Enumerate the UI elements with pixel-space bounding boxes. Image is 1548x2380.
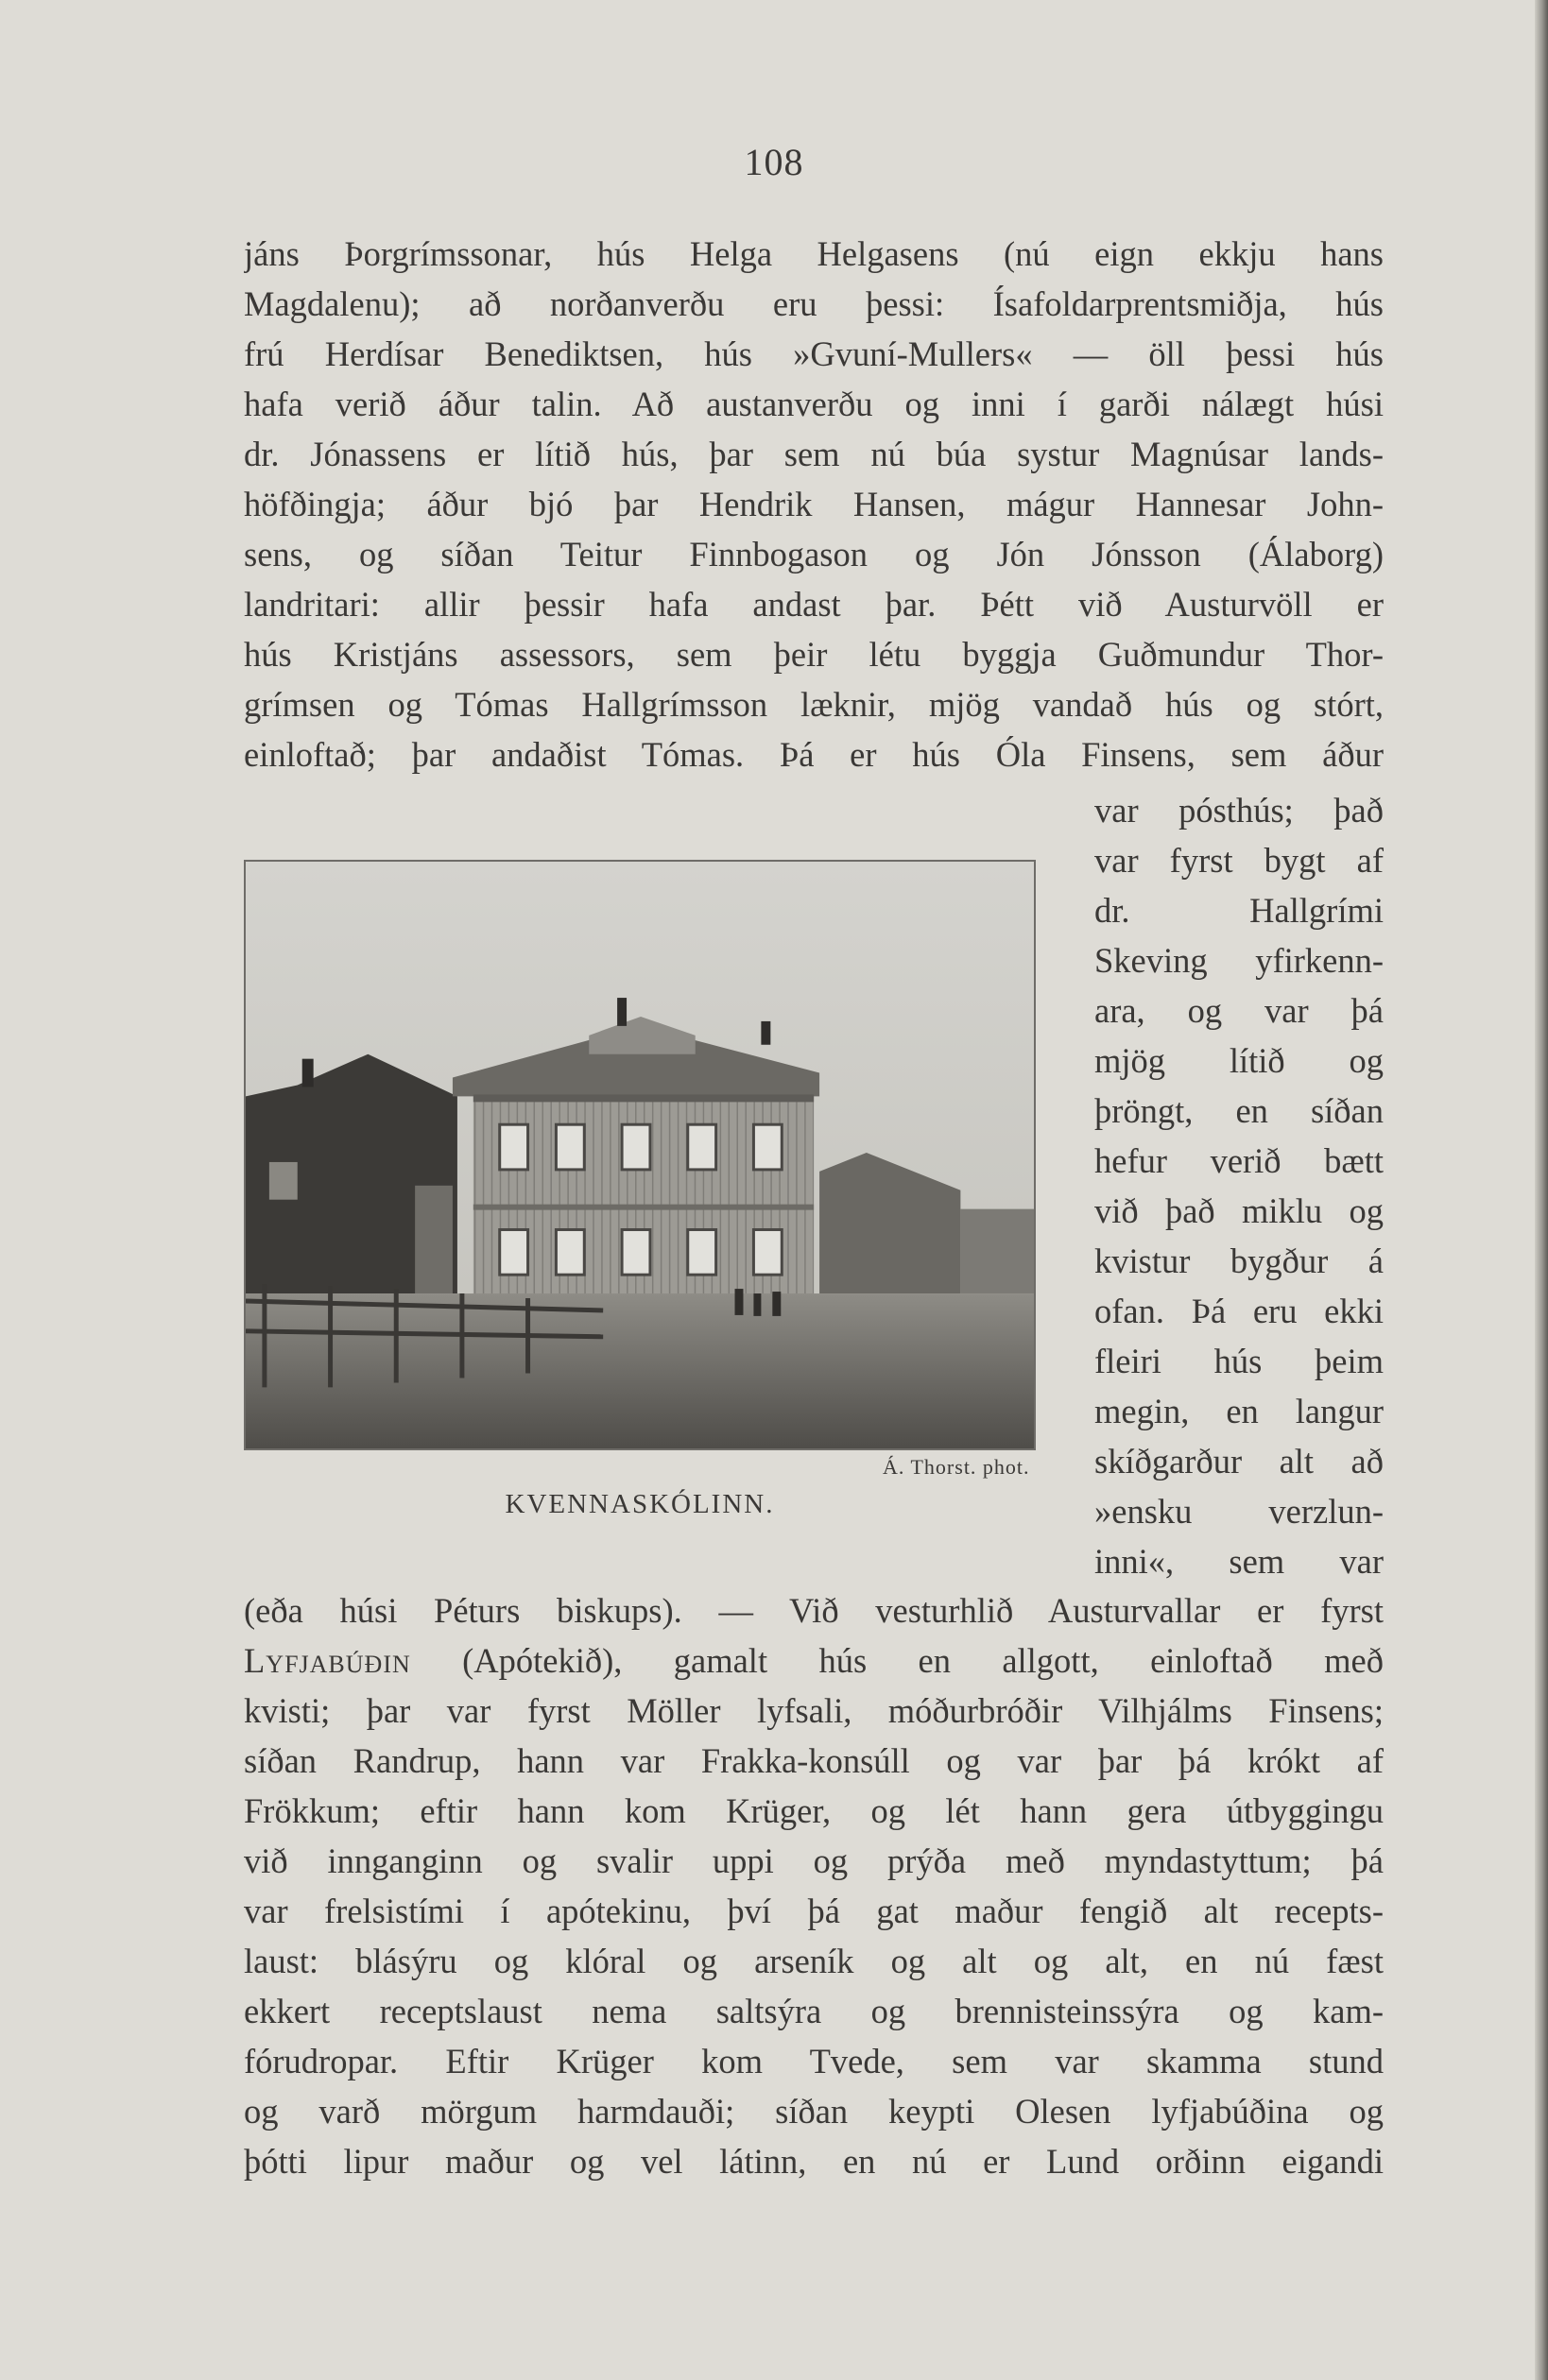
- text-line: við það miklu og: [1094, 1191, 1384, 1230]
- figure-caption: KVENNASKÓLINN.: [505, 1489, 775, 1519]
- text-line: dr. Hallgrími: [1094, 891, 1384, 930]
- text-line: fórudropar. Eftir Krüger kom Tvede, sem var skamma stund: [244, 2042, 1384, 2080]
- text-line: hús Kristjáns assessors, sem þeir létu byggja Guðmundur Thor-: [244, 635, 1384, 674]
- text-line: var pósthús; það: [1094, 791, 1384, 830]
- text-line: skíðgarður alt að: [1094, 1442, 1384, 1481]
- text-line: grímsen og Tómas Hallgrímsson læknir, mjög vandað hús og stórt,: [244, 685, 1384, 724]
- text-line: höfðingja; áður bjó þar Hendrik Hansen, mágur Hannesar John-: [244, 485, 1384, 523]
- text-line: var frelsistími í apótekinu, því þá gat maður fengið alt recepts-: [244, 1892, 1384, 1930]
- text-line: var fyrst bygt af: [1094, 841, 1384, 880]
- photo-credit: Á. Thorst. phot.: [883, 1455, 1030, 1479]
- page-number: 108: [744, 141, 804, 183]
- text-line: síðan Randrup, hann var Frakka-konsúll og var þar þá krókt af: [244, 1741, 1384, 1780]
- text-line: »ensku verzlun-: [1094, 1492, 1384, 1531]
- text-line: ofan. Þá eru ekki: [1094, 1292, 1384, 1330]
- text-line: (eða húsi Péturs biskups). — Við vesturhlið Austurvallar er fyrst: [244, 1591, 1384, 1630]
- smallcaps-term: Lyfjabúðin: [244, 1641, 411, 1680]
- text-line: mjög lítið og: [1094, 1041, 1384, 1080]
- text-line: megin, en langur: [1094, 1392, 1384, 1430]
- page-edge-shadow: [1535, 0, 1548, 2380]
- text-line: Frökkum; eftir hann kom Krüger, og lét hann gera útbyggingu: [244, 1791, 1384, 1830]
- text-line: og varð mörgum harmdauði; síðan keypti Olesen lyfjabúðina og: [244, 2092, 1384, 2131]
- text-line: við innganginn og svalir uppi og prýða með myndastyttum; þá: [244, 1841, 1384, 1880]
- text-line: Magdalenu); að norðanverðu eru þessi: Ísafoldarprentsmiðja, hús: [244, 284, 1384, 323]
- building-photo-illustration: [246, 862, 1034, 1448]
- text-line: ekkert receptslaust nema saltsýra og brennisteinssýra og kam-: [244, 1992, 1384, 2030]
- text-line: einloftað; þar andaðist Tómas. Þá er hús Óla Finsens, sem áður: [244, 735, 1384, 774]
- text-line: fleiri hús þeim: [1094, 1342, 1384, 1380]
- photograph: [244, 860, 1036, 1450]
- text-line: laust: blásýru og klóral og arseník og alt og alt, en nú fæst: [244, 1942, 1384, 1980]
- text-line: [244, 1635, 1384, 1686]
- text-line: ara, og var þá: [1094, 991, 1384, 1030]
- text-line: dr. Jónassens er lítið hús, þar sem nú búa systur Magnúsar lands-: [244, 435, 1384, 473]
- text-line: Skeving yfirkenn-: [1094, 941, 1384, 980]
- text-line: inni«, sem var: [1094, 1542, 1384, 1581]
- text-line: landritari: allir þessir hafa andast þar. Þétt við Austurvöll er: [244, 585, 1384, 624]
- text-line: jáns Þorgrímssonar, hús Helga Helgasens (nú eign ekkju hans: [244, 234, 1384, 273]
- text-line: hefur verið bætt: [1094, 1141, 1384, 1180]
- text-line-rest: (Apótekið), gamalt hús en allgott, einloftað með: [410, 1641, 1384, 1680]
- text-line: kvisti; þar var fyrst Möller lyfsali, móðurbróðir Vilhjálms Finsens;: [244, 1691, 1384, 1730]
- text-line: frú Herdísar Benediktsen, hús »Gvuní-Mullers« — öll þessi hús: [244, 334, 1384, 373]
- text-line: hafa verið áður talin. Að austanverðu og inni í garði nálægt húsi: [244, 385, 1384, 423]
- text-line: sens, og síðan Teitur Finnbogason og Jón Jónsson (Álaborg): [244, 535, 1384, 574]
- text-line: þótti lipur maður og vel látinn, en nú er Lund orðinn eigandi: [244, 2142, 1384, 2181]
- text-line: kvistur bygður á: [1094, 1241, 1384, 1280]
- text-line: þröngt, en síðan: [1094, 1091, 1384, 1130]
